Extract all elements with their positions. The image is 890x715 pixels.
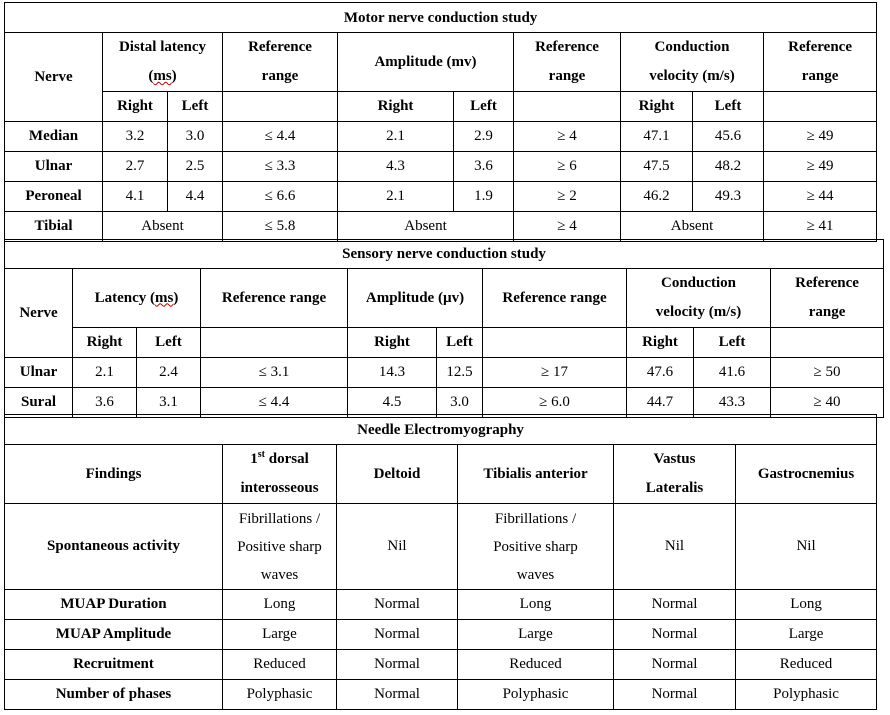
sensory-header-latency: Latency (ms) (73, 269, 201, 328)
table-row (5, 680, 877, 710)
sensory-header-nerve: Nerve (5, 269, 73, 358)
motor-amp-right-header: Right (338, 92, 454, 122)
value-cell: 46.2 (621, 182, 693, 212)
emg-header-first-dorsal-interosseous: 1st dorsal interosseous (223, 445, 337, 504)
motor-header-cv-ref: Reference range (764, 33, 877, 92)
sensory-amp-left-header: Left (437, 328, 483, 358)
sensory-cv-right-header: Right (627, 328, 694, 358)
nerve-name: Peroneal (5, 182, 103, 212)
finding-label: Spontaneous activity (5, 504, 223, 590)
value-cell: 2.1 (338, 182, 454, 212)
motor-dl-right-header: Right (103, 92, 168, 122)
value-cell: 3.6 (73, 388, 137, 418)
emg-header-vastus-lateralis: Vastus Lateralis (614, 445, 736, 504)
sensory-lat-right-header: Right (73, 328, 137, 358)
sensory-amp-right-header: Right (348, 328, 437, 358)
emg-header-findings: Findings (5, 445, 223, 504)
value-cell: 47.6 (627, 358, 694, 388)
ref-cell: ≤ 5.8 (223, 212, 338, 242)
nerve-name: Tibial (5, 212, 103, 242)
ref-cell: ≤ 4.4 (201, 388, 348, 418)
value-cell: Large (458, 620, 614, 650)
ref-cell: ≥ 49 (764, 152, 877, 182)
value-cell: 4.5 (348, 388, 437, 418)
nerve-name: Sural (5, 388, 73, 418)
value-cell: 47.5 (621, 152, 693, 182)
value-cell: Normal (337, 590, 458, 620)
value-cell: Absent (621, 212, 764, 242)
finding-label: Recruitment (5, 650, 223, 680)
sensory-header-cv-ref: Reference range (771, 269, 884, 328)
value-cell: Normal (614, 620, 736, 650)
table-row (5, 358, 884, 388)
sensory-lat-left-header: Left (137, 328, 201, 358)
value-cell: 3.0 (437, 388, 483, 418)
value-cell: Fibrillations / Positive sharp waves (458, 504, 614, 590)
table-row (5, 504, 877, 590)
sensory-blank-cell (483, 328, 627, 358)
value-cell: Long (736, 590, 877, 620)
motor-blank-cell (514, 92, 621, 122)
value-cell: Normal (337, 680, 458, 710)
value-cell: 41.6 (694, 358, 771, 388)
sensory-blank-cell (771, 328, 884, 358)
motor-header-dl-ref: Reference range (223, 33, 338, 92)
sensory-header-amplitude: Amplitude (µv) (348, 269, 483, 328)
value-cell: 43.3 (694, 388, 771, 418)
table-row (5, 650, 877, 680)
value-cell: Polyphasic (223, 680, 337, 710)
emg-table (4, 414, 877, 710)
emg-header-deltoid: Deltoid (337, 445, 458, 504)
value-cell: Absent (338, 212, 514, 242)
value-cell: Long (458, 590, 614, 620)
ref-cell: ≤ 4.4 (223, 122, 338, 152)
ref-cell: ≥ 44 (764, 182, 877, 212)
value-cell: Large (223, 620, 337, 650)
ref-cell: ≤ 3.3 (223, 152, 338, 182)
value-cell: 4.3 (338, 152, 454, 182)
value-cell: Reduced (736, 650, 877, 680)
value-cell: 2.9 (454, 122, 514, 152)
value-cell: Fibrillations / Positive sharp waves (223, 504, 337, 590)
value-cell: Normal (614, 650, 736, 680)
value-cell: Normal (614, 590, 736, 620)
ref-cell: ≥ 6.0 (483, 388, 627, 418)
sensory-header-lat-ref: Reference range (201, 269, 348, 328)
motor-cv-left-header: Left (693, 92, 764, 122)
value-cell: Long (223, 590, 337, 620)
ref-cell: ≥ 4 (514, 122, 621, 152)
value-cell: 2.4 (137, 358, 201, 388)
value-cell: 4.1 (103, 182, 168, 212)
ref-cell: ≤ 3.1 (201, 358, 348, 388)
ref-cell: ≥ 41 (764, 212, 877, 242)
value-cell: Reduced (223, 650, 337, 680)
value-cell: 2.5 (168, 152, 223, 182)
table-row (5, 388, 884, 418)
value-cell: 3.6 (454, 152, 514, 182)
table-row (5, 212, 877, 242)
value-cell: 49.3 (693, 182, 764, 212)
value-cell: 3.1 (137, 388, 201, 418)
value-cell: 4.4 (168, 182, 223, 212)
value-cell: 14.3 (348, 358, 437, 388)
value-cell: Reduced (458, 650, 614, 680)
sensory-header-amp-ref: Reference range (483, 269, 627, 328)
motor-dl-left-header: Left (168, 92, 223, 122)
ref-cell: ≥ 50 (771, 358, 884, 388)
value-cell: Polyphasic (736, 680, 877, 710)
motor-header-nerve: Nerve (5, 33, 103, 122)
motor-header-cv: Conduction velocity (m/s) (621, 33, 764, 92)
sensory-title: Sensory nerve conduction study (5, 240, 884, 269)
value-cell: Normal (337, 650, 458, 680)
value-cell: 44.7 (627, 388, 694, 418)
ref-cell: ≥ 4 (514, 212, 621, 242)
value-cell: 12.5 (437, 358, 483, 388)
table-row (5, 152, 877, 182)
ref-cell: ≥ 2 (514, 182, 621, 212)
nerve-name: Median (5, 122, 103, 152)
ref-cell: ≥ 40 (771, 388, 884, 418)
value-cell: 45.6 (693, 122, 764, 152)
value-cell: 2.1 (73, 358, 137, 388)
value-cell: Polyphasic (458, 680, 614, 710)
motor-header-amp-ref: Reference range (514, 33, 621, 92)
value-cell: Absent (103, 212, 223, 242)
table-row (5, 590, 877, 620)
emg-header-gastrocnemius: Gastrocnemius (736, 445, 877, 504)
motor-nerve-table (4, 2, 877, 242)
emg-header-tibialis-anterior: Tibialis anterior (458, 445, 614, 504)
finding-label: Number of phases (5, 680, 223, 710)
value-cell: 1.9 (454, 182, 514, 212)
motor-amp-left-header: Left (454, 92, 514, 122)
value-cell: 2.7 (103, 152, 168, 182)
emg-title: Needle Electromyography (5, 415, 877, 445)
ref-cell: ≤ 6.6 (223, 182, 338, 212)
motor-header-distal-latency: Distal latency (ms) (103, 33, 223, 92)
value-cell: Nil (614, 504, 736, 590)
ref-cell: ≥ 49 (764, 122, 877, 152)
sensory-cv-left-header: Left (694, 328, 771, 358)
sensory-blank-cell (201, 328, 348, 358)
value-cell: Normal (614, 680, 736, 710)
value-cell: 3.0 (168, 122, 223, 152)
finding-label: MUAP Amplitude (5, 620, 223, 650)
value-cell: Nil (736, 504, 877, 590)
table-row (5, 620, 877, 650)
value-cell: Large (736, 620, 877, 650)
motor-title: Motor nerve conduction study (5, 3, 877, 33)
finding-label: MUAP Duration (5, 590, 223, 620)
ref-cell: ≥ 17 (483, 358, 627, 388)
nerve-name: Ulnar (5, 152, 103, 182)
value-cell: Normal (337, 620, 458, 650)
value-cell: 48.2 (693, 152, 764, 182)
value-cell: Nil (337, 504, 458, 590)
table-row (5, 182, 877, 212)
sensory-nerve-table (4, 239, 884, 418)
sensory-header-cv: Conduction velocity (m/s) (627, 269, 771, 328)
motor-cv-right-header: Right (621, 92, 693, 122)
value-cell: 47.1 (621, 122, 693, 152)
ref-cell: ≥ 6 (514, 152, 621, 182)
motor-header-amplitude: Amplitude (mv) (338, 33, 514, 92)
value-cell: 3.2 (103, 122, 168, 152)
value-cell: 2.1 (338, 122, 454, 152)
motor-blank-cell (223, 92, 338, 122)
table-row (5, 122, 877, 152)
nerve-name: Ulnar (5, 358, 73, 388)
motor-blank-cell (764, 92, 877, 122)
